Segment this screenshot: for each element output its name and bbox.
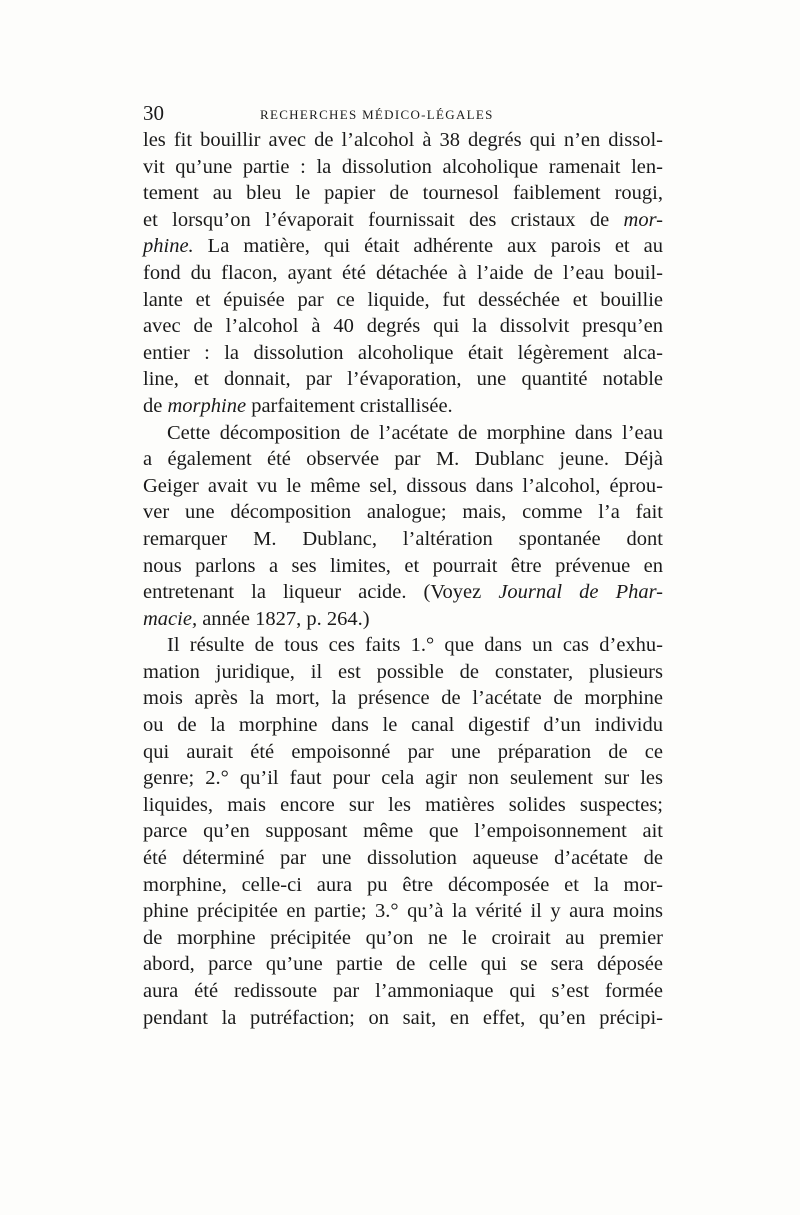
text-line: abord, parce qu’une partie de celle qui se sera déposée	[143, 953, 663, 976]
text-span: et lorsqu’on l’évaporait fournissait des cristaux de	[143, 208, 624, 231]
text-line: lante et épuisée par ce liquide, fut desséchée et bouillie	[143, 288, 663, 311]
running-head	[143, 101, 660, 125]
text-line	[143, 233, 663, 260]
text-line: remarquer M. Dublanc, l’altération spontanée dont	[143, 527, 663, 550]
text-span: entretenant la liqueur acide. (Voyez	[143, 581, 499, 604]
text-line: de morphine précipitée qu’on ne le croirait au premier	[143, 926, 663, 949]
text-span: La matière, qui était adhérente aux parois et au	[193, 235, 663, 258]
text-line: morphine, celle-ci aura pu être décomposée et la mor-	[143, 873, 663, 896]
running-title: RECHERCHES MÉDICO-LÉGALES	[260, 107, 494, 122]
text-line: nous parlons a ses limites, et pourrait être prévenue en	[143, 554, 663, 577]
page-number: 30	[143, 101, 164, 125]
text-line: a également été observée par M. Dublanc jeune. Déjà	[143, 448, 663, 471]
italic-term: morphine	[167, 394, 247, 417]
text-line	[143, 393, 663, 420]
text-line: line, et donnait, par l’évaporation, une quantité notable	[143, 368, 663, 391]
paragraph-first-line: Il résulte de tous ces faits 1.° que dans un cas d’exhu-	[167, 634, 663, 657]
text-line: fond du flacon, ayant été détachée à l’aide de l’eau bouil-	[143, 261, 663, 284]
text-span: parfaitement cristallisée.	[246, 394, 453, 417]
text-line: mation juridique, il est possible de constater, plusieurs	[143, 660, 663, 683]
italic-term: mor-	[623, 208, 663, 231]
text-line: aura été redissoute par l’ammoniaque qui s’est formée	[143, 980, 663, 1002]
text-span: de	[143, 394, 168, 417]
text-line: genre; 2.° qu’il faut pour cela agir non seulement sur les	[143, 767, 663, 790]
text-line: mois après la mort, la présence de l’acétate de morphine	[143, 687, 663, 710]
text-line: les fit bouillir avec de l’alcohol à 38 degrés qui n’en dissol-	[143, 129, 663, 151]
body-text	[143, 127, 663, 1031]
text-line: pendant la putréfaction; on sait, en effet, qu’en précipi-	[143, 1006, 663, 1029]
text-line: avec de l’alcohol à 40 degrés qui la dissolvit presqu’en	[143, 315, 663, 338]
paragraph-first-line: Cette décomposition de l’acétate de morphine dans l’eau	[167, 421, 663, 444]
text-line: parce qu’en supposant même que l’empoisonnement ait	[143, 820, 663, 843]
text-line: été déterminé par une dissolution aqueuse d’acétate de	[143, 847, 663, 870]
text-line: Geiger avait vu le même sel, dissous dans l’alcohol, éprou-	[143, 474, 663, 497]
text-line	[143, 579, 663, 606]
text-span: année 1827, p. 264.)	[197, 607, 370, 630]
text-line: ver une décomposition analogue; mais, comme l’a fait	[143, 501, 663, 524]
text-line: tement au bleu le papier de tournesol faiblement rougi,	[143, 182, 663, 205]
italic-term: Journal de Phar-	[498, 581, 663, 604]
text-line	[143, 606, 663, 633]
text-line: qui aurait été empoisonné par une préparation de ce	[143, 740, 663, 763]
italic-term: phine.	[143, 235, 194, 258]
text-line: phine précipitée en partie; 3.° qu’à la vérité il y aura moins	[143, 900, 663, 923]
text-line: entier : la dissolution alcoholique était légèrement alca-	[143, 341, 663, 364]
text-line: vit qu’une partie : la dissolution alcoholique ramenait len-	[143, 155, 663, 178]
text-line: ou de la morphine dans le canal digestif d’un individu	[143, 714, 663, 737]
text-line	[143, 207, 663, 234]
text-line: liquides, mais encore sur les matières solides suspectes;	[143, 793, 663, 816]
italic-term: macie,	[143, 607, 198, 630]
